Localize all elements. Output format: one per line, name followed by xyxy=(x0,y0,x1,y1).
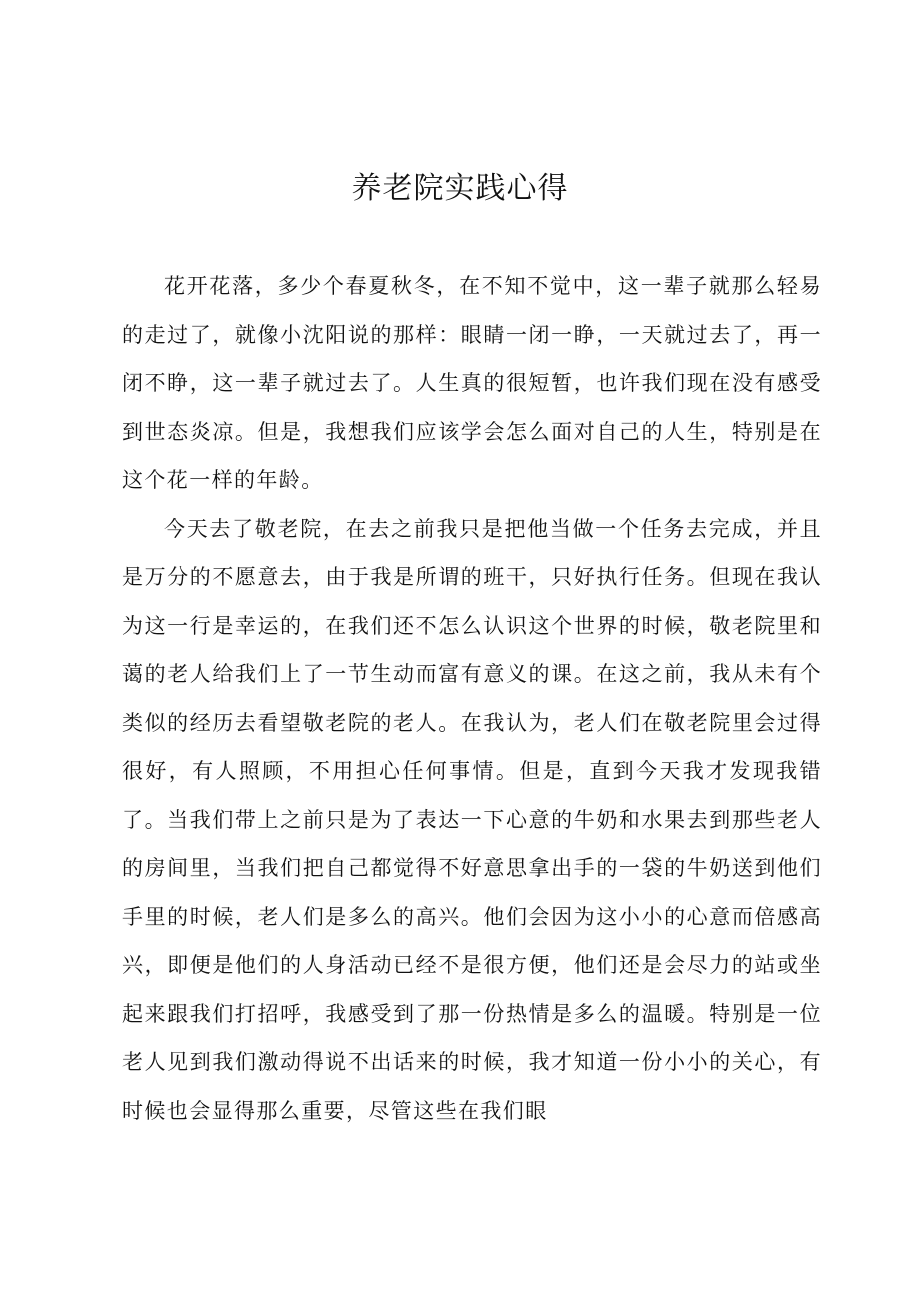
document-body xyxy=(122,262,822,1135)
paragraph: 今天去了敬老院，在去之前我只是把他当做一个任务去完成，并且是万分的不愿意去，由于我是所谓的班干，只好执行任务。但现在我认为这一行是幸运的，在我们还不怎么认识这个世界的时候，敬老院里和蔼的老人给我们上了一节生动而富有意义的课。在这之前，我从未有个类似的经历去看望敬老院的老人。在我认为，老人们在敬老院里会过得很好，有人照顾，不用担心任何事情。但是，直到今天我才发现我错了。当我们带上之前只是为了表达一下心意的牛奶和水果去到那些老人的房间里，当我们把自己都觉得不好意思拿出手的一袋的牛奶送到他们手里的时候，老人们是多么的高兴。他们会因为这小小的心意而倍感高兴，即便是他们的人身活动已经不是很方便，他们还是会尽力的站或坐起来跟我们打招呼，我感受到了那一份热情是多么的温暖。特别是一位老人见到我们激动得说不出话来的时候，我才知道一份小小的关心，有时候也会显得那么重要，尽管这些在我们眼 xyxy=(122,516,822,1123)
document-title: 养老院实践心得 xyxy=(351,171,569,206)
paragraph: 花开花落，多少个春夏秋冬，在不知不觉中，这一辈子就那么轻易的走过了，就像小沈阳说的那样：眼睛一闭一睁，一天就过去了，再一闭不睁，这一辈子就过去了。人生真的很短暂，也许我们现在没有感受到世态炎凉。但是，我想我们应该学会怎么面对自己的人生，特别是在这个花一样的年龄。 xyxy=(122,274,822,492)
